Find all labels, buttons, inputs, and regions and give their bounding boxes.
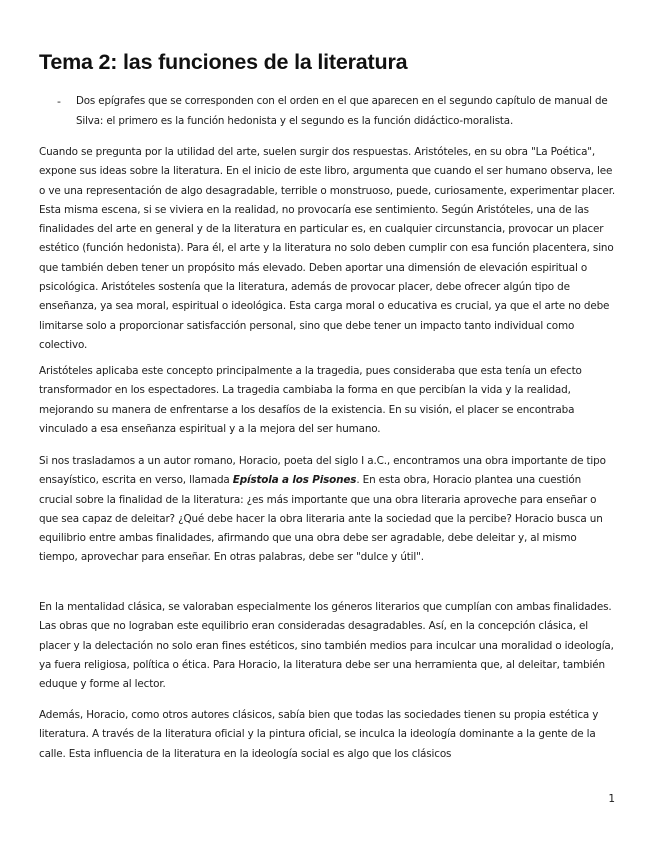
paragraph-aristoteles-poetica: Cuando se pregunta por la utilidad del arte, suelen surgir dos respuestas. Aristóteles, en su obra "La Poética", expone sus ideas sobre la literatura. En el inicio de este libro, argumenta que cuando el ser humano observa, lee o ve una representación de algo desagradable, terrible o monstruoso, puede, curiosamente, experimentar placer. Esta misma escena, si se viviera en la realidad, no provocaría ese sentimiento. Según Aristóteles, una de las finalidades del arte en general y de la literatura en particular es, en cualquier circunstancia, provocar un placer estético (función hedonista). Para él, el arte y la literatura no solo deben cumplir con esa función placentera, sino que también deben tener un propósito más elevado. Deben aportar una dimensión de elevación espiritual o psicológica. Aristóteles sostenía que la literatura, además de provocar placer, debe ofrecer algún tipo de enseñanza, ya sea moral, espiritual o ideológica. Esta carga moral o educativa es crucial, ya que el arte no debe limitarse solo a proporcionar satisfacción personal, sino que debe tener un impacto tanto individual como colectivo. <box>39 146 616 351</box>
paragraph-mentalidad-clasica: En la mentalidad clásica, se valoraban especialmente los géneros literarios que cumplían con ambas finalidades. Las obras que no lograban este equilibrio eran consideradas desagradables. Así, en la concepción clásica, el placer y la delectación no solo eran fines estéticos, sino también medios para inculcar una moralidad o ideología, ya fuera religiosa, política o ética. Para Horacio, la literatura debe ser una herramienta que, al deleitar, también eduque y forme al lector. <box>39 601 614 691</box>
bullet-text: Dos epígrafes que se corresponden con el orden en el que aparecen en el segundo capítulo de manual de Silva: el primero es la función hedonista y el segundo es la función didáctico-moralista. <box>76 95 608 127</box>
bullet-marker: - <box>57 95 61 108</box>
page-title: Tema 2: las funciones de la literatura <box>39 50 408 74</box>
paragraph-ideologia: Además, Horacio, como otros autores clásicos, sabía bien que todas las sociedades tienen su propia estética y literatura. A través de la literatura oficial y la pintura oficial, se inculca la ideología dominante a la gente de la calle. Esta influencia de la literatura en la ideología social es algo que los clásicos <box>39 709 599 760</box>
page-number: 1 <box>608 793 615 805</box>
book-title-emphasis: Epístola a los Pisones <box>232 474 357 487</box>
paragraph-horacio-text-end: . En esta obra, Horacio plantea una cuestión crucial sobre la finalidad de la literatura: ¿es más importante que una obra literaria aproveche para enseñar o que sea capaz de deleitar? ¿Qué debe hacer la obra literaria ante la sociedad que la percibe? Horacio busca un equilibrio entre ambas finalidades, afirmando que una obra debe ser agradable, debe deleitar y, al mismo tiempo, aprovechar para enseñar. En otras palabras, debe ser "dulce y útil". <box>39 474 603 564</box>
paragraph-horacio-text-start: Si nos trasladamos a un autor romano, Horacio, poeta del siglo I a.C., encontramos una obra importante de tipo ensayístico, escrita en verso, llamada <box>39 455 606 487</box>
paragraph-tragedia: Aristóteles aplicaba este concepto principalmente a la tragedia, pues consideraba que esta tenía un efecto transformador en los espectadores. La tragedia cambiaba la forma en que percibían la vida y la realidad, mejorando su manera de enfrentarse a los desafíos de la existencia. En su visión, el placer se encontraba vinculado a esa enseñanza espiritual y a la mejora del ser humano. <box>39 365 582 435</box>
paragraph-horacio <box>39 452 617 568</box>
